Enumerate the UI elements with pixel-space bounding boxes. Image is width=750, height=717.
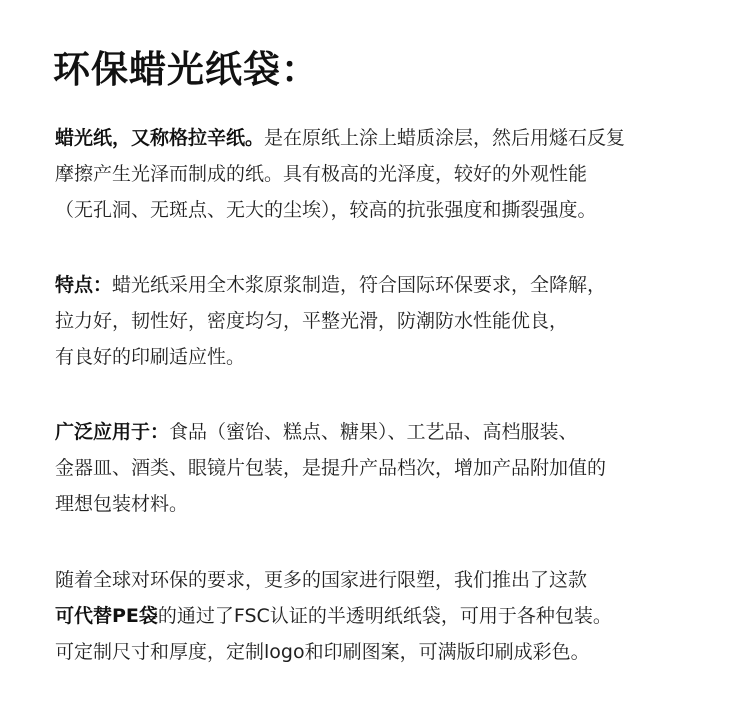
features-paragraph — [55, 267, 715, 375]
paragraph-line — [55, 156, 715, 192]
line-text: 有良好的印刷适应性。 — [55, 346, 246, 368]
wax-paper-definition-paragraph — [55, 120, 715, 228]
line-text: 蜡光纸采用全木浆原浆制造，符合国际环保要求，全降解， — [112, 274, 607, 296]
paragraph-line — [55, 339, 715, 375]
definition-heading: 蜡光纸，又称格拉辛纸。 — [55, 127, 265, 149]
paragraph-line — [55, 486, 715, 522]
applications-heading: 广泛应用于： — [55, 421, 170, 443]
line-text: 是在原纸上涂上蜡质涂层，然后用燧石反复 — [264, 127, 626, 149]
line-text: 食品（蜜饴、糕点、糖果）、工艺品、高档服装、 — [169, 421, 578, 443]
line-text: 随着全球对环保的要求，更多的国家进行限塑，我们推出了这款 — [55, 569, 588, 591]
paragraph-line — [55, 598, 715, 634]
paragraph-line — [55, 414, 715, 450]
page-title: 环保蜡光纸袋： — [53, 48, 319, 91]
paragraph-line — [55, 562, 715, 598]
paragraph-line — [55, 634, 715, 670]
paragraph-line — [55, 303, 715, 339]
line-text: 拉力好，韧性好，密度均匀，平整光滑，防潮防水性能优良， — [55, 310, 569, 332]
customization-paragraph — [55, 562, 715, 670]
paragraph-line — [55, 120, 715, 156]
line-text: 摩擦产生光泽而制成的纸。具有极高的光泽度，较好的外观性能 — [55, 163, 588, 185]
line-text: 的通过了FSC认证的半透明纸纸袋，可用于各种包装。 — [157, 605, 612, 627]
paragraph-line — [55, 450, 715, 486]
paragraph-line — [55, 192, 715, 228]
applications-paragraph — [55, 414, 715, 522]
line-text: 理想包装材料。 — [55, 493, 189, 515]
line-text: 可定制尺寸和厚度，定制logo和印刷图案，可满版印刷成彩色。 — [55, 641, 590, 663]
features-heading: 特点： — [55, 274, 113, 296]
line-text: （无孔洞、无斑点、无大的尘埃），较高的抗张强度和撕裂强度。 — [55, 199, 597, 221]
pe-replacement-highlight: 可代替PE袋 — [55, 605, 158, 627]
line-text: 金器皿、酒类、眼镜片包装，是提升产品档次，增加产品附加值的 — [55, 457, 607, 479]
paragraph-line — [55, 267, 715, 303]
